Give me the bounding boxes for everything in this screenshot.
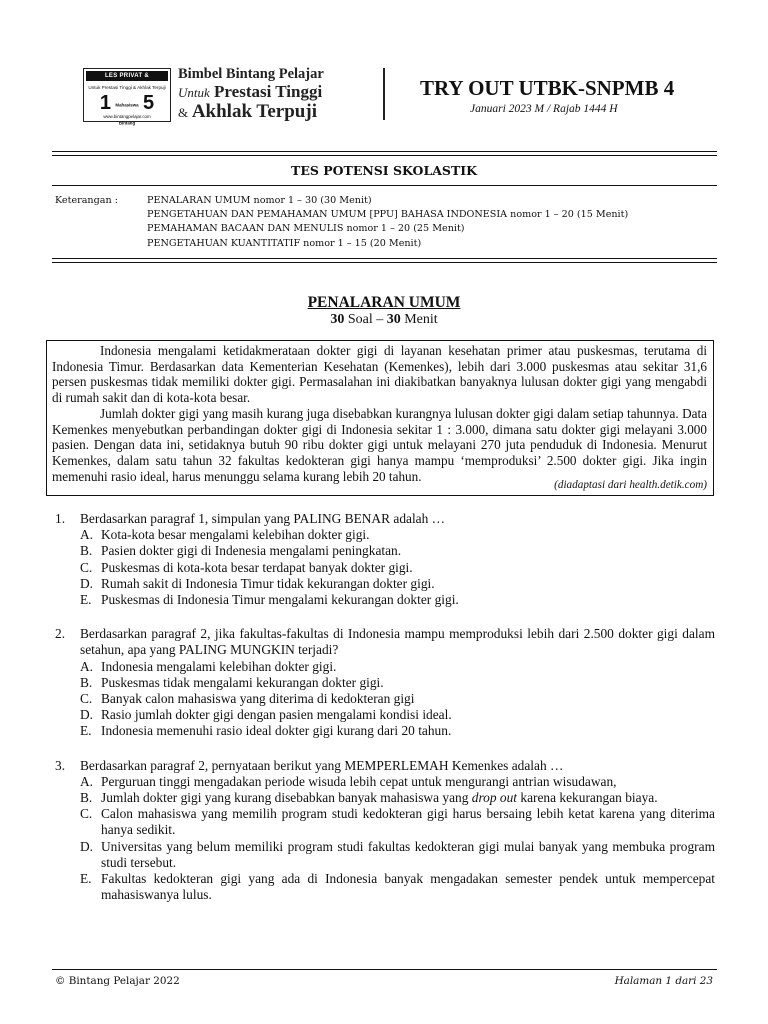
subsection-title [0,294,768,312]
keterangan-item: PENGETAHUAN DAN PEMAHAMAN UMUM [PPU] BAHASA INDONESIA nomor 1 – 20 (15 Menit) [147,209,629,221]
option-list [55,774,715,904]
option-c[interactable] [55,806,715,838]
question-stem [55,626,715,658]
brand-script-word: Untuk [178,85,210,100]
question-count-label: Soal [347,312,373,327]
option-letter: C. [80,559,93,575]
tryout-title: TRY OUT UTBK-SNPMB 4 [420,76,675,100]
logo-number-1: 1 [99,92,111,114]
option-b[interactable] [55,675,715,691]
brand-tagline-text-2: Akhlak Terpuji [191,101,317,122]
passage-paragraph-2: Jumlah dokter gigi yang masih kurang juga disebabkan kurangnya lulusan dokter gigi dalam setiap tahunnya. Data Kemenkes menyebutkan perbandingan dokter gigi di Indonesia sekitar 1 : 3.000, dimana satu dokter gigi melayani 3.000 pasien. Dengan data ini, setidaknya butuh 90 ribu dokter gigi untuk melayani 270 juta penduduk di Indonesia. Menurut Kemenkes, dalam satu tahun 32 fakultas kedokteran gigi hanya mampu ‘memproduksi’ 2.500 dokter gigi. Jika ingin memenuhi rasio ideal, harus menunggu selama kurang lebih 20 tahun. [52,405,707,484]
option-c[interactable] [55,560,715,576]
logo-small-a: Mahasiswa [115,102,139,108]
logo-number-5: 5 [143,92,155,114]
option-letter: E. [80,723,92,739]
option-d[interactable] [55,707,715,723]
logo-tagline: Untuk Prestasi Tinggi & Akhlak Terpuji [88,85,166,90]
bintang-pelajar-logo [83,68,171,126]
option-letter: D. [80,838,94,854]
option-letter: A. [80,527,94,543]
brand-tagline-2 [178,102,368,123]
question-number: 1. [55,511,66,526]
brand-block [178,66,368,123]
keterangan-item: PENALARAN UMUM nomor 1 – 30 (30 Menit) [147,195,372,206]
option-e[interactable] [55,592,715,608]
passage-paragraph-1: Indonesia mengalami ketidakmerataan dokter gigi di layanan kesehatan primer atau puskesmas, terutama di Indonesia Timur. Berdasarkan data Kementerian Kesehatan (Kemenkes), lebih dari 3.000 puskesmas atau sekitar 31,6 persen puskesmas tidak memiliki dokter gigi. Permasalahan ini diakibatkan banyaknya lulusan dokter gigi yang mengabdi di rumah sakit dan di kota-kota besar. [52,343,707,406]
question-stem [55,511,715,527]
subsection-count [0,312,768,328]
option-list [55,659,715,740]
brand-name: Bimbel Bintang Pelajar [178,66,324,82]
option-letter: A. [80,658,94,674]
option-c[interactable] [55,691,715,707]
logo-small-b: Bintang [118,120,136,126]
minutes-label: Menit [404,312,438,327]
option-letter: D. [80,707,94,723]
logo-top-banner: LES PRIVAT & [86,71,168,81]
option-letter: C. [80,806,93,822]
option-d[interactable] [55,839,715,871]
option-letter: A. [80,773,94,789]
brand-tagline-1 [178,83,368,102]
question-3 [55,758,715,904]
question-stem [55,758,715,774]
option-text: Puskesmas di Indonesia Timur mengalami kekurangan dokter gigi. [101,592,459,608]
option-d[interactable] [55,576,715,592]
question-number: 2. [55,626,66,642]
option-list [55,527,715,608]
brand-tagline-text-1: Prestasi Tinggi [214,82,323,101]
option-text: Fakultas kedokteran gigi yang ada di Indonesia banyak mengadakan semester pendek untuk mempercepat mahasiswanya lulus. [101,871,715,903]
option-a[interactable] [55,527,715,543]
question-list [55,511,715,921]
top-rule-1 [52,151,717,152]
top-rule-2 [52,155,717,156]
option-text: Banyak calon mahasiswa yang diterima di kedokteran gigi [101,691,415,707]
option-text: Indonesia mengalami kelebihan dokter gigi. [101,658,337,674]
option-letter: C. [80,691,93,707]
question-2 [55,626,715,739]
reading-passage [46,340,714,496]
keterangan-item: PENGETAHUAN KUANTITATIF nomor 1 – 15 (20 Menit) [147,237,422,249]
option-letter: E. [80,592,92,608]
keterangan-rule-1 [52,258,717,259]
question-number: 3. [55,757,66,773]
footer-rule [52,969,717,970]
option-a[interactable] [55,659,715,675]
passage-source: (diadaptasi dari health.detik.com) [554,479,707,492]
question-text: Berdasarkan paragraf 1, simpulan yang PALING BENAR adalah … [80,511,446,526]
footer-copyright: © Bintang Pelajar 2022 [55,975,180,987]
option-text: Pasien dokter gigi di Indenesia mengalami peningkatan. [101,543,402,559]
option-text-italic: drop out [471,790,518,806]
tryout-date: Januari 2023 M / Rajab 1444 H [470,103,618,115]
option-text: Universitas yang belum memiliki program studi fakultas kedokteran gigi mulai banyak yang membuka program studi tersebut. [101,838,715,870]
question-1 [55,511,715,608]
option-text: Calon mahasiswa yang memilih program studi kedokteran gigi harus bersaing lebih ketat karena yang diterima hanya sedikit. [101,806,715,838]
header-divider [383,68,385,120]
option-text: Puskesmas di kota-kota besar terdapat banyak dokter gigi. [101,559,413,575]
option-e[interactable] [55,871,715,903]
count-dash: – [376,312,384,327]
question-text: Berdasarkan paragraf 2, pernyataan berikut yang MEMPERLEMAH Kemenkes adalah … [80,757,564,773]
option-letter: E. [80,871,92,887]
option-letter: B. [80,790,93,806]
minutes-count: 30 [386,312,401,327]
question-text: Berdasarkan paragraf 2, jika fakultas-fakultas di Indonesia mampu memproduksi lebih dari 2.500 dokter gigi dalam setahun, apa yang PALING MUNGKIN terjadi? [80,626,715,658]
keterangan-items [147,194,628,251]
banner-rule [52,185,717,186]
option-b[interactable] [55,790,715,806]
keterangan-rule-2 [52,262,717,263]
logo-website: www.bintangpelajar.com [103,114,151,119]
keterangan-label: Keterangan : [55,195,118,206]
keterangan-item: PEMAHAMAN BACAAN DAN MENULIS nomor 1 – 20 (25 Menit) [147,223,465,235]
section-banner: TES POTENSI SKOLASTIK [291,163,477,178]
brand-ampersand: & [178,105,189,120]
subsection-title-text: PENALARAN UMUM [307,294,461,311]
option-text: Indonesia memenuhi rasio ideal dokter gigi kurang dari 20 tahun. [101,723,452,739]
option-text: Perguruan tinggi mengadakan periode wisuda lebih cepat untuk mengurangi antrian wisudawan, [101,773,617,789]
option-letter: D. [80,575,94,591]
option-text: Puskesmas tidak mengalami kekurangan dokter gigi. [101,674,384,690]
option-letter: B. [80,543,93,559]
option-text: Rumah sakit di Indonesia Timur tidak kekurangan dokter gigi. [101,575,435,591]
option-e[interactable] [55,723,715,739]
question-count: 30 [330,312,345,327]
option-text-before: Jumlah dokter gigi yang kurang disebabkan banyak mahasiswa yang [101,790,469,806]
footer-page-number: Halaman 1 dari 23 [614,975,713,987]
option-text-after: karena kekurangan biaya. [520,790,658,806]
option-a[interactable] [55,774,715,790]
option-text: Rasio jumlah dokter gigi dengan pasien mengalami kondisi ideal. [101,707,452,723]
option-b[interactable] [55,543,715,559]
option-text: Kota-kota besar mengalami kelebihan dokter gigi. [101,527,370,543]
option-letter: B. [80,674,93,690]
